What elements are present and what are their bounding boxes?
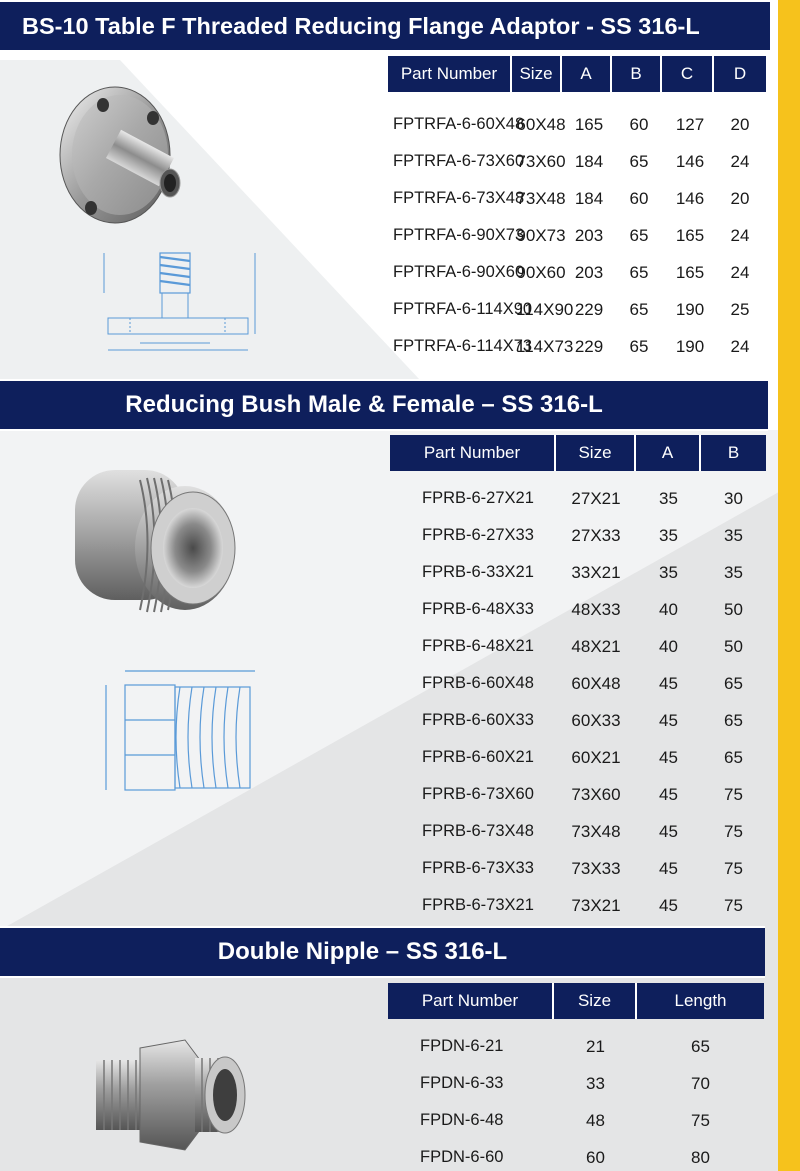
part-number: FPRB-6-27X33	[422, 526, 534, 544]
dim-a: 229	[574, 299, 604, 319]
size: 73X48	[571, 821, 621, 841]
size: 73X60	[516, 151, 566, 171]
dim-b: 35	[724, 525, 743, 545]
dim-d: 20	[730, 188, 750, 208]
dim-d: 25	[730, 299, 750, 319]
bush-col-b: B	[701, 435, 766, 471]
flange-col-size: Size	[512, 56, 562, 92]
dim-a: 40	[659, 636, 678, 656]
table-row	[390, 702, 766, 739]
table-row	[388, 1102, 764, 1139]
double-nipple-photo	[90, 1030, 250, 1160]
flange-col-b: B	[612, 56, 662, 92]
size: 73X48	[516, 188, 566, 208]
table-row	[388, 143, 766, 180]
part-number: FPRB-6-48X33	[422, 600, 534, 618]
table-row	[390, 554, 766, 591]
part-number: FPTRFA-6-114X73	[393, 337, 533, 355]
flange-adaptor-photo	[45, 80, 195, 230]
dim-d: 24	[730, 262, 750, 282]
flange-technical-drawing	[100, 245, 270, 365]
flange-table	[388, 56, 766, 356]
table-row	[390, 776, 766, 813]
dim-b: 65	[629, 299, 649, 319]
dim-b: 65	[629, 225, 649, 245]
dim-b: 65	[629, 336, 649, 356]
part-number: FPRB-6-27X21	[422, 489, 534, 507]
dim-a: 35	[659, 525, 678, 545]
table-row	[390, 887, 766, 924]
part-number: FPRB-6-73X48	[422, 822, 534, 840]
nipple-table-header	[388, 983, 764, 1019]
dim-b: 65	[724, 710, 743, 730]
dim-a: 45	[659, 858, 678, 878]
size: 27X33	[571, 525, 621, 545]
dim-b: 75	[724, 784, 743, 804]
part-number: FPDN-6-33	[420, 1074, 504, 1092]
nipple-table	[388, 983, 764, 1167]
size: 48	[586, 1110, 605, 1130]
dim-c: 127	[675, 114, 705, 134]
table-row	[388, 180, 766, 217]
size: 73X21	[571, 895, 621, 915]
dim-d: 20	[730, 114, 750, 134]
nipple-col-length: Length	[637, 983, 764, 1019]
flange-title: BS-10 Table F Threaded Reducing Flange Adaptor - SS 316-L	[22, 12, 700, 39]
dim-b: 35	[724, 562, 743, 582]
dim-a: 35	[659, 488, 678, 508]
dim-a: 45	[659, 821, 678, 841]
dim-a: 184	[574, 188, 604, 208]
section-title-nipple	[0, 926, 765, 978]
table-row	[388, 106, 766, 143]
length: 80	[691, 1147, 710, 1167]
dim-c: 190	[675, 336, 705, 356]
dim-b: 65	[724, 747, 743, 767]
dim-b: 65	[629, 151, 649, 171]
dim-b: 75	[724, 821, 743, 841]
flange-col-a: A	[562, 56, 612, 92]
dim-a: 45	[659, 710, 678, 730]
dim-a: 165	[574, 114, 604, 134]
size: 33X21	[571, 562, 621, 582]
size: 27X21	[571, 488, 621, 508]
size: 60X48	[516, 114, 566, 134]
size: 114X90	[516, 299, 574, 319]
dim-b: 75	[724, 895, 743, 915]
table-row	[390, 850, 766, 887]
size: 33	[586, 1073, 605, 1093]
dim-c: 190	[675, 299, 705, 319]
part-number: FPTRFA-6-90X60	[393, 263, 525, 281]
dim-c: 165	[675, 225, 705, 245]
dim-a: 45	[659, 673, 678, 693]
flange-col-d: D	[714, 56, 766, 92]
dim-a: 229	[574, 336, 604, 356]
section-title-bush	[0, 379, 768, 431]
part-number: FPTRFA-6-90X73	[393, 226, 525, 244]
dim-d: 24	[730, 225, 750, 245]
bush-col-part: Part Number	[390, 435, 556, 471]
table-row	[390, 813, 766, 850]
size: 60X48	[571, 673, 621, 693]
dim-a: 45	[659, 895, 678, 915]
part-number: FPRB-6-60X48	[422, 674, 534, 692]
part-number: FPRB-6-73X21	[422, 896, 534, 914]
part-number: FPDN-6-21	[420, 1037, 504, 1055]
size: 60X21	[571, 747, 621, 767]
size: 73X60	[571, 784, 621, 804]
accent-strip	[778, 0, 800, 1171]
part-number: FPDN-6-60	[420, 1148, 504, 1166]
bush-col-a: A	[636, 435, 701, 471]
part-number: FPRB-6-48X21	[422, 637, 534, 655]
table-row	[390, 665, 766, 702]
part-number: FPRB-6-73X33	[422, 859, 534, 877]
dim-a: 45	[659, 747, 678, 767]
part-number: FPRB-6-60X33	[422, 711, 534, 729]
nipple-col-size: Size	[554, 983, 637, 1019]
dim-a: 45	[659, 784, 678, 804]
bush-table	[390, 435, 766, 915]
size: 60X33	[571, 710, 621, 730]
dim-d: 24	[730, 336, 750, 356]
dim-b: 75	[724, 858, 743, 878]
table-row	[390, 591, 766, 628]
size: 114X73	[516, 336, 574, 356]
dim-b: 30	[724, 488, 743, 508]
dim-b: 60	[629, 114, 649, 134]
part-number: FPTRFA-6-114X90	[393, 300, 533, 318]
table-row	[388, 217, 766, 254]
dim-a: 184	[574, 151, 604, 171]
dim-b: 65	[724, 673, 743, 693]
table-row	[388, 1139, 764, 1171]
table-row	[390, 628, 766, 665]
length: 70	[691, 1073, 710, 1093]
dim-b: 60	[629, 188, 649, 208]
table-row	[388, 254, 766, 291]
section-title-flange	[0, 0, 770, 52]
part-number: FPTRFA-6-73X60	[393, 152, 525, 170]
table-row	[390, 517, 766, 554]
table-row	[388, 291, 766, 328]
dim-c: 146	[675, 151, 705, 171]
reducing-bush-photo	[65, 460, 240, 625]
dim-d: 24	[730, 151, 750, 171]
part-number: FPTRFA-6-73X48	[393, 189, 525, 207]
dim-a: 203	[574, 262, 604, 282]
nipple-col-part: Part Number	[388, 983, 554, 1019]
part-number: FPTRFA-6-60X48	[393, 115, 525, 133]
size: 60	[586, 1147, 605, 1167]
bush-table-header	[390, 435, 766, 471]
table-row	[388, 1065, 764, 1102]
dim-b: 50	[724, 599, 743, 619]
nipple-title: Double Nipple – SS 316-L	[217, 938, 508, 965]
size: 21	[586, 1036, 605, 1056]
table-row	[390, 739, 766, 776]
dim-c: 165	[675, 262, 705, 282]
table-row	[388, 1028, 764, 1065]
size: 48X21	[571, 636, 621, 656]
dim-b: 65	[629, 262, 649, 282]
dim-b: 50	[724, 636, 743, 656]
dim-a: 203	[574, 225, 604, 245]
flange-col-c: C	[662, 56, 714, 92]
dim-c: 146	[675, 188, 705, 208]
table-row	[390, 480, 766, 517]
length: 65	[691, 1036, 710, 1056]
bush-title: Reducing Bush Male & Female – SS 316-L	[125, 391, 603, 418]
size: 90X73	[516, 225, 566, 245]
part-number: FPRB-6-33X21	[422, 563, 534, 581]
part-number: FPDN-6-48	[420, 1111, 504, 1129]
size: 90X60	[516, 262, 566, 282]
flange-col-part: Part Number	[388, 56, 512, 92]
dim-a: 40	[659, 599, 678, 619]
flange-table-header	[388, 56, 766, 92]
part-number: FPRB-6-60X21	[422, 748, 534, 766]
part-number: FPRB-6-73X60	[422, 785, 534, 803]
dim-a: 35	[659, 562, 678, 582]
length: 75	[691, 1110, 710, 1130]
size: 48X33	[571, 599, 621, 619]
bush-col-size: Size	[556, 435, 636, 471]
size: 73X33	[571, 858, 621, 878]
table-row	[388, 328, 766, 365]
bush-technical-drawing	[100, 665, 265, 795]
